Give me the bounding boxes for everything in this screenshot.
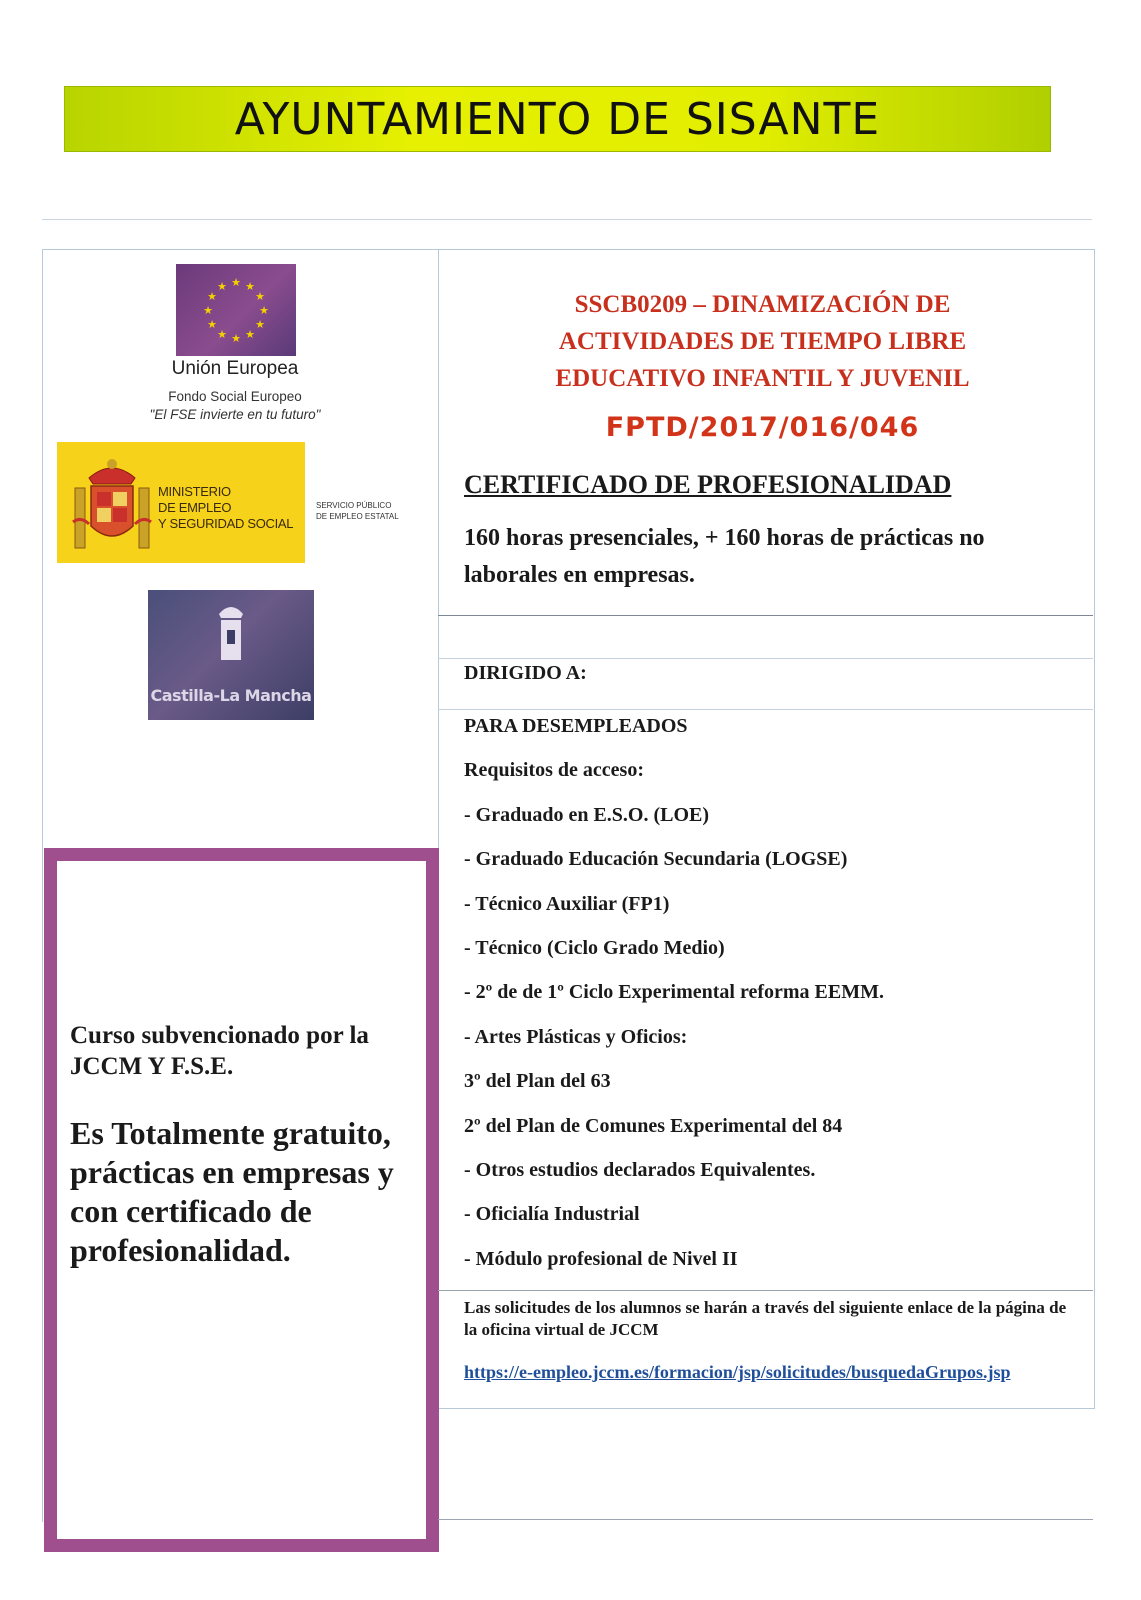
ministerio-line2: DE EMPLEO	[158, 500, 232, 515]
divider	[438, 658, 1093, 659]
list-item: Requisitos de acceso:	[464, 759, 644, 782]
course-code: FPTD/2017/016/046	[605, 412, 920, 443]
svg-text:★: ★	[255, 290, 265, 303]
svg-text:★: ★	[217, 280, 227, 293]
list-item: - Técnico (Ciclo Grado Medio)	[464, 936, 725, 959]
list-item: - Graduado en E.S.O. (LOE)	[464, 803, 710, 826]
course-title-line1: SSCB0209 – DINAMIZACIÓN DE	[574, 291, 951, 318]
gratuito-text: Es Totalmente gratuito, prácticas en empresas y con certificado de profesionalidad.	[70, 1115, 394, 1268]
list-item: - Oficialía Industrial	[464, 1203, 640, 1226]
course-title-line2: ACTIVIDADES DE TIEMPO LIBRE	[558, 328, 967, 355]
servicio-publico-label	[316, 500, 399, 522]
list-item: - Técnico Auxiliar (FP1)	[464, 892, 670, 915]
ministerio-line3: Y SEGURIDAD SOCIAL	[158, 516, 294, 531]
svg-text:★: ★	[245, 328, 255, 341]
clm-logo	[148, 590, 314, 720]
clm-name: Castilla-La Mancha	[150, 686, 312, 705]
list-item: - 2º de de 1º Ciclo Experimental reforma EEMM.	[464, 981, 884, 1004]
servicio-line2: DE EMPLEO ESTATAL	[316, 512, 399, 521]
solicitudes-text: Las solicitudes de los alumnos se harán a través del siguiente enlace de la página de la oficina virtual de JCCM	[464, 1298, 1067, 1339]
ministerio-label	[158, 484, 293, 532]
svg-text:★: ★	[255, 318, 265, 331]
subvencion-text: Curso subvencionado por la JCCM Y F.S.E.	[70, 1022, 369, 1080]
list-item: - Módulo profesional de Nivel II	[464, 1247, 738, 1270]
horas-text: 160 horas presenciales, + 160 horas de prácticas no laborales en empresas.	[464, 525, 985, 588]
eu-name: Unión Europea	[171, 358, 299, 379]
svg-text:★: ★	[217, 328, 227, 341]
ministerio-logo	[57, 442, 305, 563]
list-item: 2º del Plan de Comunes Experimental del 84	[464, 1114, 843, 1137]
eu-fund: Fondo Social Europeo	[168, 389, 302, 404]
svg-text:★: ★	[207, 318, 217, 331]
requisitos-list	[464, 712, 1084, 1289]
divider	[438, 1290, 1093, 1291]
eu-flag-icon	[176, 264, 296, 356]
eu-stars-icon	[176, 264, 296, 356]
svg-text:★: ★	[231, 332, 241, 345]
eu-fund-text	[110, 388, 360, 424]
svg-text:★: ★	[259, 304, 269, 317]
servicio-line1: SERVICIO PÚBLICO	[316, 501, 392, 510]
svg-text:★: ★	[203, 304, 213, 317]
header-banner	[64, 86, 1051, 152]
divider	[438, 709, 1093, 710]
list-item: 3º del Plan del 63	[464, 1070, 611, 1093]
divider	[438, 1519, 1093, 1520]
svg-text:★: ★	[245, 280, 255, 293]
course-title	[450, 286, 1075, 397]
dirigido-heading: DIRIGIDO A:	[464, 662, 587, 684]
certificado-heading: CERTIFICADO DE PROFESIONALIDAD	[464, 470, 952, 499]
divider	[438, 615, 1093, 616]
svg-text:★: ★	[207, 290, 217, 303]
coat-of-arms-icon	[67, 448, 157, 558]
list-item: - Graduado Educación Secundaria (LOGSE)	[464, 848, 848, 871]
list-item: PARA DESEMPLEADOS	[464, 715, 688, 737]
course-title-line3: EDUCATIVO INFANTIL Y JUVENIL	[555, 365, 970, 392]
svg-text:★: ★	[231, 276, 241, 289]
page-title: AYUNTAMIENTO DE SISANTE	[234, 93, 881, 145]
eu-motto: "El FSE invierte en tu futuro"	[149, 407, 321, 422]
castle-icon	[211, 600, 251, 664]
divider	[42, 219, 1092, 220]
solicitudes-link[interactable]: https://e-empleo.jccm.es/formacion/jsp/solicitudes/busquedaGrupos.jsp	[464, 1362, 1011, 1382]
list-item: - Otros estudios declarados Equivalentes.	[464, 1158, 816, 1181]
ministerio-line1: MINISTERIO	[158, 484, 231, 499]
list-item: - Artes Plásticas y Oficios:	[464, 1025, 688, 1048]
